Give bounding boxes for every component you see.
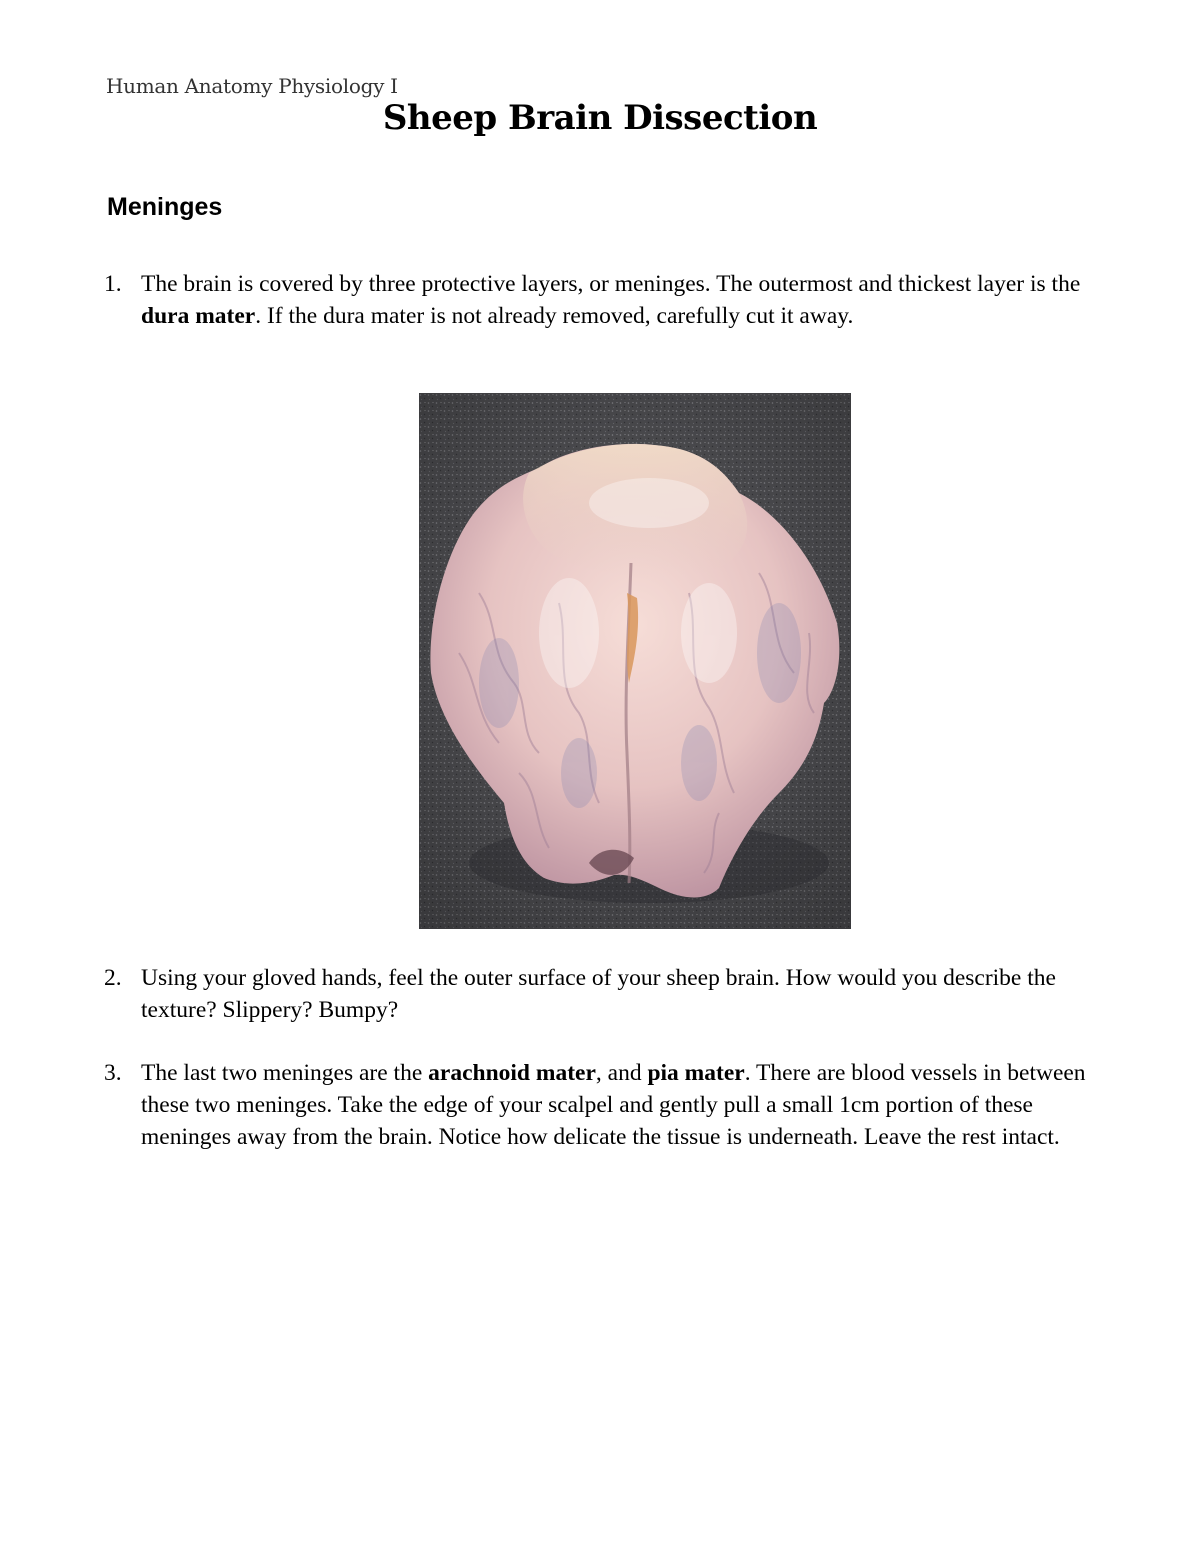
step-text-part: . There are blood vessels in between these two meninges. Take the edge of your scalpel and gently pull a small 1cm portion of these meninges away from the brain. Notice how delicate the tissue is underneath. Leave the rest intact. <box>141 1060 1086 1150</box>
brain-image-icon <box>419 393 851 929</box>
step-text-part: , and <box>595 1060 648 1086</box>
step-text-part: The brain is covered by three protective layers, or meninges. The outermost and thickest layer is the <box>141 271 1081 297</box>
step-text-part: Using your gloved hands, feel the outer surface of your sheep brain. How would you describe the texture? Slippery? Bumpy? <box>141 965 1056 1023</box>
step-item-1 <box>104 268 1094 332</box>
section-heading-meninges: Meninges <box>107 193 223 221</box>
step-number: 1. <box>104 271 122 297</box>
term-pia-mater: pia mater <box>647 1060 745 1086</box>
term-dura-mater: dura mater <box>141 303 256 329</box>
document-title: Sheep Brain Dissection <box>382 98 818 138</box>
step-text <box>141 962 1094 1026</box>
step-item-2 <box>104 962 1094 1026</box>
step-text <box>141 1057 1094 1153</box>
step-text-part: . If the dura mater is not already removed, carefully cut it away. <box>255 303 854 329</box>
term-arachnoid-mater: arachnoid mater <box>428 1060 596 1086</box>
step-text-part: The last two meninges are the <box>141 1060 429 1086</box>
step-number: 3. <box>104 1060 122 1086</box>
course-header: Human Anatomy Physiology I <box>106 74 398 98</box>
step-number: 2. <box>104 965 122 991</box>
sheep-brain-photo <box>419 393 851 929</box>
step-item-3 <box>104 1057 1094 1153</box>
step-text <box>141 268 1094 332</box>
